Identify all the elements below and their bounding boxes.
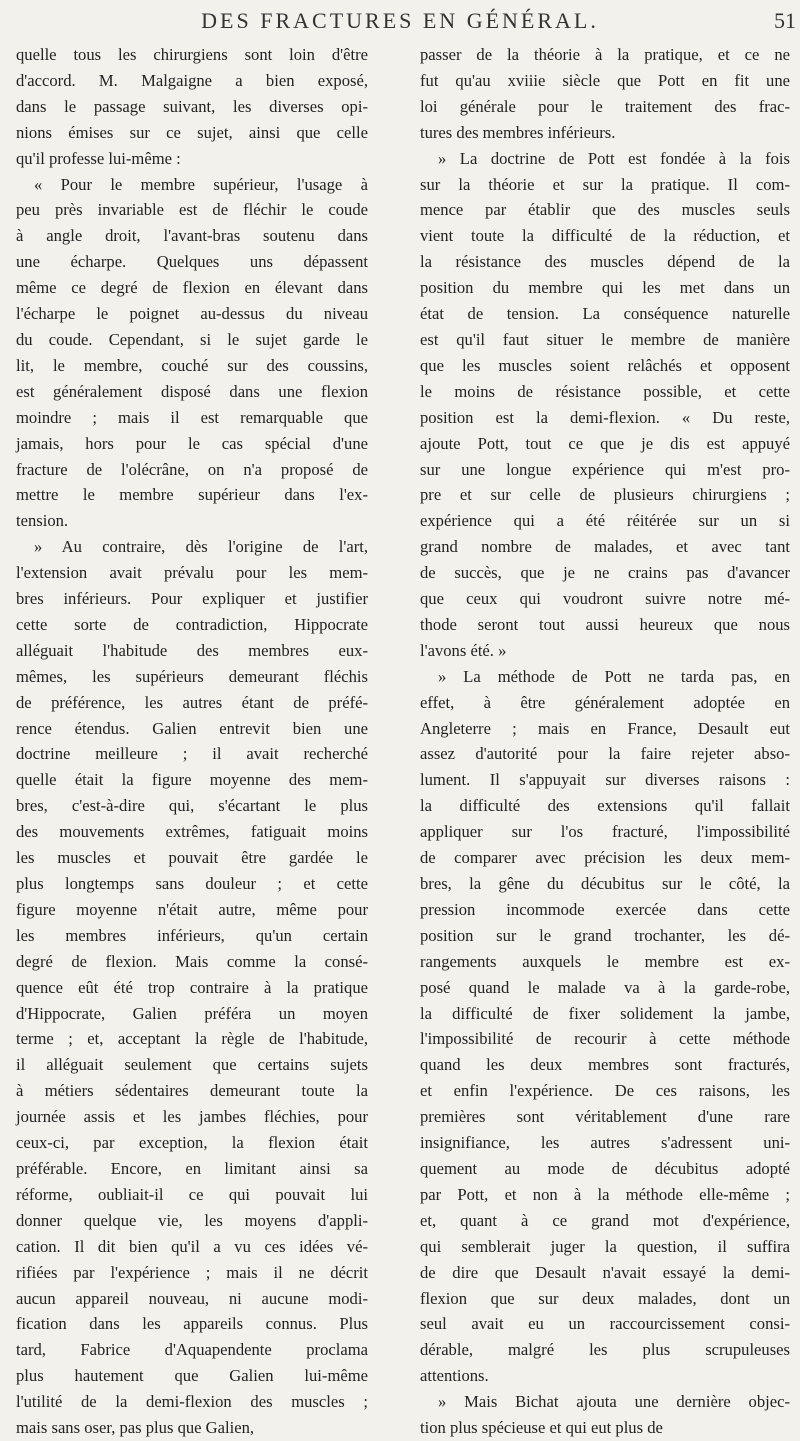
text-line: les membres inférieurs, qu'un certain: [16, 925, 368, 945]
text-line: fication dans les appareils connus. Plus: [16, 1314, 368, 1334]
text-line: bres, c'est-à-dire qui, s'écartant le plus: [16, 796, 368, 816]
text-line: de comparer avec précision les deux mem-: [420, 848, 790, 868]
text-line: plus longtemps sans douleur ; et cette: [16, 874, 368, 893]
text-line: peu près invariable est de fléchir le coude: [16, 200, 368, 220]
text-line: loi générale pour le traitement des frac-: [420, 96, 790, 116]
text-line: ajoute Pott, tout ce que je dis est appuyé: [420, 433, 790, 453]
text-line: aucun appareil nouveau, ni aucune modi-: [16, 1288, 368, 1308]
text-line: vient toute la difficulté de la réduction, et: [420, 226, 790, 246]
text-line: seul avait eu un raccourcissement consi-: [420, 1314, 790, 1334]
text-line: de dire que Desault n'avait essayé la demi-: [420, 1262, 790, 1282]
text-line: d'Hippocrate, Galien préféra un moyen: [16, 1003, 368, 1023]
text-line: l'avons été. »: [420, 640, 507, 660]
text-line: moindre ; mais il est remarquable que: [16, 407, 368, 427]
text-line: l'impossibilité de recourir à cette méthode: [420, 1029, 790, 1049]
text-line: pre et sur celle de plusieurs chirurgiens ;: [420, 485, 790, 505]
text-line: insignifiance, les autres s'adressent uni-: [420, 1133, 790, 1153]
text-line: sur la théorie et sur la pratique. Il com-: [420, 174, 790, 194]
text-line: » Mais Bichat ajouta une dernière objec-: [438, 1392, 790, 1412]
text-line: par Pott, et non à la méthode elle-même ;: [420, 1184, 790, 1204]
text-line: cation. Il dit bien qu'il a vu ces idées vé-: [16, 1236, 368, 1256]
text-line: premières sont véritablement d'une rare: [420, 1107, 790, 1127]
text-line: grand nombre de malades, et avec tant: [420, 537, 790, 557]
text-line: de succès, que je ne crains pas d'avancer: [420, 563, 790, 583]
text-line: donner quelque vie, les moyens d'appli-: [16, 1210, 368, 1230]
paragraph: [420, 664, 790, 1389]
text-line: à métiers sédentaires demeurant toute la: [16, 1081, 368, 1101]
text-line: lit, le membre, couché sur des coussins,: [16, 355, 368, 375]
text-line: mais sans oser, pas plus que Galien,: [16, 1418, 255, 1438]
text-line: nions émises sur ce sujet, ainsi que celle: [16, 122, 368, 142]
left-text-column: [16, 42, 368, 1441]
text-line: position sur le grand trochanter, les dé-: [420, 925, 790, 945]
text-line: doctrine meilleure ; il avait recherché: [16, 744, 368, 764]
text-line: » Au contraire, dès l'origine de l'art,: [34, 537, 368, 557]
text-line: assez d'autorité pour la faire rejeter abso-: [420, 744, 790, 764]
text-line: figure moyenne n'était autre, même pour: [16, 899, 368, 919]
text-line: position du membre qui les met dans un: [420, 278, 790, 298]
text-line: préférable. Encore, en limitant ainsi sa: [16, 1158, 368, 1178]
text-line: les muscles et pouvait être gardée le: [16, 848, 368, 868]
text-line: quement au mode de décubitus adopté: [420, 1158, 790, 1178]
text-line: lument. Il s'appuyait sur diverses raisons :: [420, 770, 790, 790]
paragraph: [420, 146, 790, 664]
text-line: mettre le membre supérieur dans l'ex-: [16, 485, 368, 505]
text-line: tard, Fabrice d'Aquapendente proclama: [16, 1340, 368, 1360]
text-line: effet, à être généralement adoptée en: [420, 692, 790, 712]
text-line: » La méthode de Pott ne tarda pas, en: [438, 666, 790, 686]
text-line: la difficulté des extensions qu'il fallait: [420, 796, 790, 816]
text-line: dérable, malgré les plus scrupuleuses: [420, 1340, 790, 1360]
text-line: le moins de résistance possible, et cette: [420, 381, 790, 401]
text-line: attentions.: [420, 1366, 489, 1386]
text-line: même ce degré de flexion en élevant dans: [16, 278, 368, 298]
text-line: tion plus spécieuse et qui eut plus de: [420, 1418, 663, 1438]
text-line: appliquer sur l'os fracturé, l'impossibilité: [420, 822, 790, 842]
text-line: est qu'il faut situer le membre de manière: [420, 329, 790, 349]
text-line: plus hautement que Galien lui-même: [16, 1366, 368, 1386]
text-line: l'écharpe le poignet au-dessus du niveau: [16, 304, 368, 324]
paragraph: [16, 534, 368, 1441]
text-line: état de tension. La conséquence naturelle: [420, 304, 790, 324]
text-line: d'accord. M. Malgaigne a bien exposé,: [16, 70, 368, 90]
text-line: rangements auxquels le membre est ex-: [420, 951, 790, 971]
running-title: DES FRACTURES EN GÉNÉRAL.: [201, 8, 599, 33]
text-line: journée assis et les jambes fléchies, pour: [16, 1107, 368, 1127]
text-line: mence par établir que des muscles seuls: [420, 200, 790, 220]
text-line: fracture de l'olécrâne, on n'a proposé de: [16, 459, 368, 479]
text-line: des mouvements extrêmes, fatiguait moins: [16, 822, 368, 842]
text-line: rence étendus. Galien entrevit bien une: [16, 718, 368, 738]
text-line: une écharpe. Quelques uns dépassent: [16, 252, 368, 272]
text-line: que ceux qui voudront suivre notre mé-: [420, 589, 790, 609]
text-line: à angle droit, l'avant-bras soutenu dans: [16, 226, 368, 246]
text-line: expérience qui a été réitérée sur un si: [420, 511, 790, 531]
text-line: « Pour le membre supérieur, l'usage à: [34, 174, 368, 194]
text-line: l'extension avait prévalu pour les mem-: [16, 563, 368, 583]
text-line: il alléguait seulement que certains sujets: [16, 1055, 368, 1075]
paragraph: [420, 1389, 790, 1441]
text-line: flexion que sur deux malades, dont un: [420, 1288, 790, 1308]
text-line: bres, la gêne du décubitus sur le côté, la: [420, 874, 790, 893]
text-line: bres inférieurs. Pour expliquer et justifier: [16, 589, 368, 609]
text-line: la résistance des muscles dépend de la: [420, 252, 790, 272]
text-line: rifiées par l'expérience ; mais il ne décrit: [16, 1262, 368, 1282]
text-line: pression incommode exercée dans cette: [420, 899, 790, 919]
text-line: thode seront tout aussi heureux que nous: [420, 614, 790, 634]
text-line: degré de flexion. Mais comme la consé-: [16, 951, 368, 971]
text-line: fut qu'au xviiie siècle que Pott en fit une: [420, 70, 790, 90]
right-text-column: [420, 42, 790, 1441]
text-line: cette sorte de contradiction, Hippocrate: [16, 614, 368, 634]
text-line: quand les deux membres sont fracturés,: [420, 1055, 790, 1075]
text-line: qui semblerait juger la question, il suffira: [420, 1236, 790, 1256]
text-line: quence eût été trop contraire à la pratique: [16, 977, 368, 997]
page-number: 51: [774, 8, 796, 33]
text-line: posé quand le malade va à la garde-robe,: [420, 977, 790, 997]
text-line: tension.: [16, 511, 69, 531]
text-line: quelle était la figure moyenne des mem-: [16, 770, 368, 790]
paragraph: [16, 172, 368, 535]
text-line: l'utilité de la demi-flexion des muscles ;: [16, 1392, 368, 1412]
text-line: tures des membres inférieurs.: [420, 122, 616, 142]
text-line: est généralement disposé dans une flexion: [16, 381, 368, 401]
text-line: mêmes, les supérieurs demeurant fléchis: [16, 666, 368, 686]
text-line: ceux-ci, par exception, la flexion était: [16, 1133, 368, 1153]
text-line: et enfin l'expérience. De ces raisons, les: [420, 1081, 790, 1101]
text-line: et, quant à ce grand mot d'expérience,: [420, 1210, 790, 1230]
text-line: passer de la théorie à la pratique, et ce ne: [420, 45, 790, 64]
text-line: que les muscles soient relâchés et opposent: [420, 355, 790, 375]
text-line: alléguait l'habitude des membres eux-: [16, 640, 368, 660]
text-line: jamais, hors pour le cas spécial d'une: [16, 433, 368, 453]
text-line: Angleterre ; mais en France, Desault eut: [420, 718, 790, 738]
paragraph: [420, 42, 790, 146]
text-line: la difficulté de fixer solidement la jambe,: [420, 1003, 790, 1023]
text-line: dans le passage suivant, les diverses opi-: [16, 96, 368, 116]
page-header: [0, 6, 800, 36]
paragraph: [16, 42, 368, 172]
text-line: de préférence, les autres étant de préfé-: [16, 692, 368, 712]
text-line: qu'il professe lui-même :: [16, 148, 181, 168]
text-line: réforme, oubliait-il ce qui pouvait lui: [16, 1184, 368, 1204]
text-line: terme ; et, acceptant la règle de l'habitude,: [16, 1029, 368, 1049]
text-line: sur une longue expérience qui m'est pro-: [420, 459, 790, 479]
text-line: quelle tous les chirurgiens sont loin d'être: [16, 45, 368, 64]
text-line: » La doctrine de Pott est fondée à la fois: [438, 148, 790, 168]
text-line: du coude. Cependant, si le sujet garde le: [16, 329, 368, 349]
text-line: position est la demi-flexion. « Du reste,: [420, 407, 790, 427]
